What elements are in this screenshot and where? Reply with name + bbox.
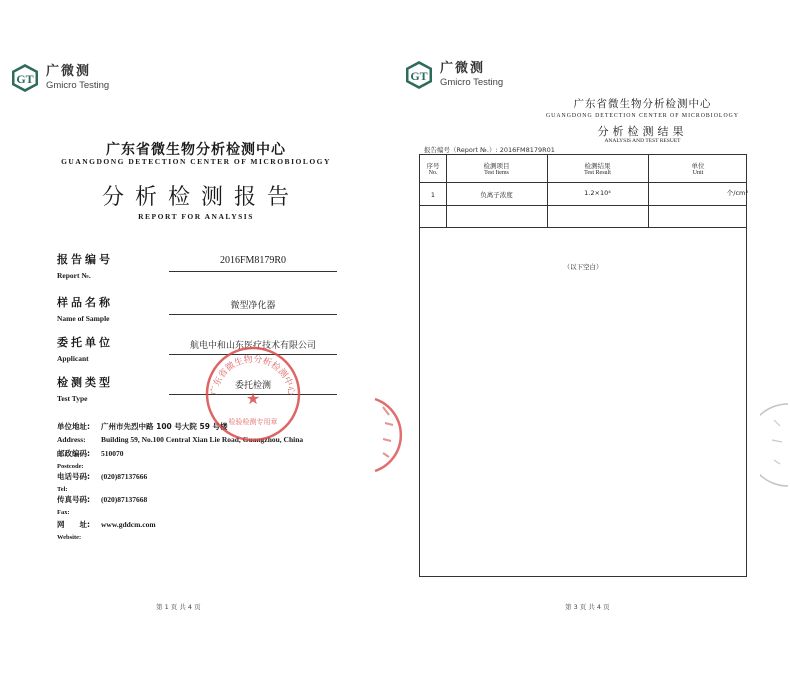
field-label-en: Report №.	[57, 271, 91, 280]
table-divider	[420, 182, 746, 183]
logo-name-en: Gmicro Testing	[46, 80, 110, 92]
organization-name-en: GUANGDONG DETECTION CENTER OF MICROBIOLOGY	[545, 113, 740, 119]
field-label-cn: 检测类型	[57, 376, 113, 389]
table-cell-item: 负离子浓度	[480, 191, 513, 199]
edge-stamp-fragment-icon	[760, 400, 790, 494]
field-underline	[169, 314, 337, 315]
contact-fax	[57, 494, 147, 516]
table-header-unit: 单位 Unit	[691, 162, 705, 177]
result-title-en: ANALYSIS AND TEST RESUET	[604, 138, 681, 144]
report-number: 报告编号（Report №.）: 2016FM8179R01	[424, 146, 555, 154]
table-cell-no: 1	[430, 191, 436, 199]
contact-label-cn: 邮政编码:	[57, 449, 90, 458]
logo-name-cn: 广微测	[46, 64, 92, 80]
svg-text:GT: GT	[410, 69, 428, 83]
logo-name-en: Gmicro Testing	[440, 77, 504, 89]
table-divider	[420, 227, 746, 228]
field-label-cn: 委托单位	[57, 336, 113, 349]
table-cell-result: 1.2×10⁴	[584, 189, 611, 197]
page-footer: 第 3 页 共 4 页	[565, 603, 610, 611]
result-title-cn: 分析检测结果	[597, 125, 688, 138]
field-value: 2016FM8179R0	[219, 255, 287, 266]
field-label-en: Test Type	[57, 394, 88, 403]
svg-text:★: ★	[245, 389, 261, 408]
table-header-item: 检测项目 Test Items	[483, 162, 510, 177]
seam-stamp-fragment-icon	[367, 395, 419, 479]
field-label-en: Name of Sample	[57, 314, 110, 323]
field-value: 航电中和山东医疗技术有限公司	[189, 341, 316, 351]
field-value: 委托检测	[234, 381, 271, 391]
field-label-cn: 样品名称	[57, 296, 113, 309]
blank-below-note: （以下空白）	[563, 263, 603, 271]
table-cell-unit: 个/cm³	[726, 189, 748, 197]
organization-name-en: GUANGDONG DETECTION CENTER OF MICROBIOLOGY	[61, 157, 331, 166]
contact-value: 510070	[101, 449, 124, 458]
contact-label-cn: 传真号码:	[57, 495, 90, 504]
contact-label-en: Tel:	[57, 486, 68, 493]
gt-logo-icon	[404, 60, 434, 90]
contact-label-cn: 网 址:	[57, 520, 90, 529]
contact-value-en: Building 59, No.100 Central Xian Lie Road, Guangzhou, China	[101, 435, 304, 444]
field-label-en: Applicant	[57, 354, 89, 363]
contact-tel	[57, 471, 147, 493]
contact-label-cn: 单位地址:	[57, 422, 90, 431]
gt-logo-icon	[10, 63, 40, 93]
page-footer: 第 1 页 共 4 页	[156, 603, 201, 611]
company-logo	[404, 60, 503, 90]
organization-name-cn: 广东省微生物分析检测中心	[573, 98, 712, 110]
contact-label-cn: 电话号码:	[57, 472, 90, 481]
contact-label-en: Fax:	[57, 509, 70, 516]
logo-name-cn: 广微测	[440, 61, 486, 77]
field-report-number	[57, 251, 337, 287]
contact-label-en: Address:	[57, 435, 86, 444]
svg-text:GT: GT	[16, 72, 34, 86]
svg-text:检验检测专用章: 检验检测专用章	[228, 418, 278, 426]
contact-postcode	[57, 448, 124, 470]
svg-text:广东省微生物分析检测中心: 广东省微生物分析检测中心	[209, 354, 297, 397]
table-divider	[420, 205, 746, 206]
field-value: 微型净化器	[230, 301, 276, 311]
contact-value: (020)87137668	[101, 495, 148, 504]
field-underline	[169, 271, 337, 272]
contact-value: 广州市先烈中路 100 号大院 59 号楼	[101, 422, 228, 431]
table-header-no: 序号 No.	[426, 162, 440, 177]
contact-value: www.gddcm.com	[101, 520, 156, 529]
contact-website	[57, 519, 156, 541]
organization-name-cn: 广东省微生物分析检测中心	[106, 142, 286, 158]
company-logo	[10, 63, 109, 93]
report-cover-page	[0, 0, 392, 683]
table-header-result: 检测结果 Test Result	[584, 162, 611, 177]
field-label-cn: 报告编号	[57, 253, 113, 266]
official-stamp-icon	[203, 344, 303, 448]
contact-value: (020)87137666	[101, 472, 148, 481]
result-table	[419, 154, 747, 577]
contact-label-en: Postcode:	[57, 463, 84, 470]
report-title-en: REPORT FOR ANALYSIS	[138, 212, 254, 221]
contact-label-en: Website:	[57, 534, 82, 541]
report-title-cn: 分析检测报告	[101, 185, 300, 210]
field-sample-name	[57, 294, 337, 330]
